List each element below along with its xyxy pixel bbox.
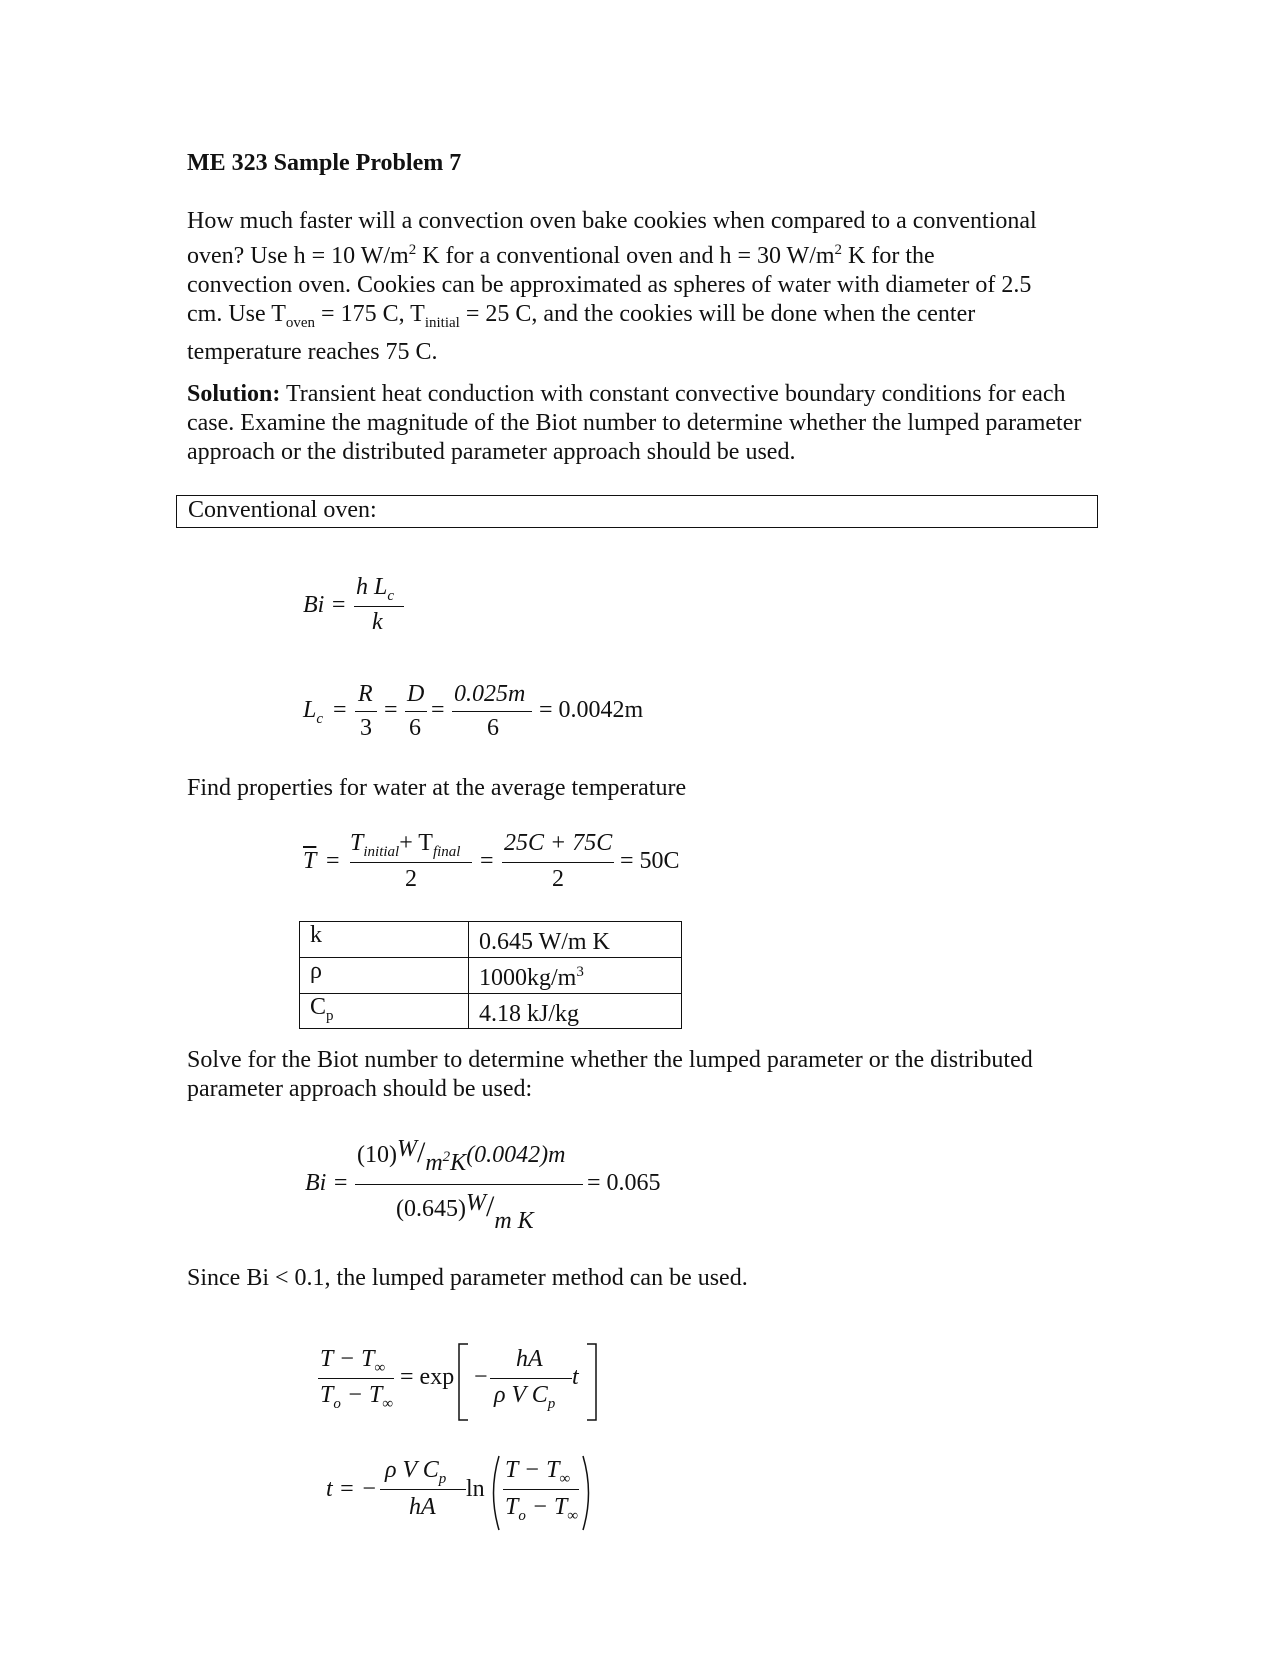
property-name: ρ	[300, 957, 469, 993]
property-name: k	[300, 922, 469, 958]
property-value: 4.18 kJ/kg	[469, 993, 682, 1029]
eq-p-den: $T_o - T_\infty$	[505, 1494, 579, 1524]
eq-equals: =	[333, 697, 347, 723]
eq-denominator: hA	[409, 1494, 436, 1520]
eq-f1-num: R	[358, 681, 373, 707]
eq-f3-den: 6	[487, 715, 499, 741]
left-paren	[486, 1454, 502, 1532]
eq-lhs: $\overline{T}$	[303, 848, 317, 874]
eq-equals: =	[431, 697, 445, 723]
eq-result: = 0.0042m	[539, 697, 644, 723]
table-row	[300, 922, 682, 958]
eq-exp: = exp	[400, 1364, 455, 1390]
section-heading-box	[176, 495, 1098, 528]
fraction-bar	[318, 1378, 394, 1379]
right-paren	[580, 1454, 596, 1532]
fraction-bar	[380, 1489, 466, 1490]
find-properties-text: Find properties for water at the average temperature	[187, 775, 687, 801]
fraction-bar	[502, 862, 614, 863]
eq-denominator: $T_o - T_\infty$	[320, 1382, 394, 1412]
eq-result: = 0.065	[587, 1170, 661, 1196]
property-value: $1000kg/m^3$	[469, 957, 682, 993]
left-bracket	[456, 1342, 472, 1422]
eq-f2-num: 25C + 75C	[504, 830, 613, 856]
fraction-bar	[452, 711, 532, 712]
eq-inner-num: hA	[516, 1346, 543, 1372]
page-title: ME 323 Sample Problem 7	[187, 150, 462, 176]
solution-text: Transient heat conduction with constant convective boundary conditions for each case. Examine the magnitude of the Biot number to determine whether the lumped parameter approach or the distributed parameter approach should be used.	[187, 381, 1082, 465]
eq-p-num: $T - T_\infty$	[505, 1457, 571, 1487]
fraction-bar	[355, 711, 377, 712]
eq-numerator: ρ V $C_p$	[385, 1457, 447, 1487]
problem-line: cm. Use $T_{oven} = 175$ C, $T_{initial} = 25$ C, and the cookies will be done when the center	[187, 301, 976, 331]
eq-denominator: 2	[405, 866, 417, 892]
eq-denominator: k	[372, 609, 383, 635]
fraction-bar	[503, 1489, 579, 1490]
right-bracket	[584, 1342, 600, 1422]
eq-inner-den: ρ V $C_p$	[494, 1382, 556, 1412]
solve-biot-text: Solve for the Biot number to determine whether the lumped parameter or the distributed parameter approach should be used:	[187, 1047, 1033, 1102]
eq-numerator: $T - T_\infty$	[320, 1346, 386, 1376]
eq-lhs: t = −	[326, 1476, 378, 1502]
property-name: $C_p$	[300, 993, 469, 1029]
eq-numerator: $T_{initial}+ T_{final}$	[350, 830, 461, 860]
eq-lhs: Bi =	[305, 1170, 349, 1196]
eq-numerator: $(10)W/m^2K(0.0042)m$	[357, 1136, 566, 1176]
problem-line: How much faster will a convection oven bake cookies when compared to a conventional	[187, 208, 1037, 234]
fraction-bar	[405, 711, 427, 712]
fraction-bar	[354, 606, 404, 607]
problem-line: oven? Use h = 10 $W/m^2$ K for a conventional oven and h = 30 $W/m^2$ K for the	[187, 242, 935, 269]
section-heading: Conventional oven:	[188, 497, 377, 523]
table-row	[300, 957, 682, 993]
fraction-bar	[490, 1378, 572, 1379]
fraction-bar	[355, 1184, 583, 1185]
property-value: 0.645 W/m K	[469, 922, 682, 958]
eq-equals: =	[326, 848, 340, 874]
eq-equals: =	[480, 848, 494, 874]
eq-equals: =	[384, 697, 398, 723]
eq-t: t	[572, 1364, 579, 1390]
eq-ln: ln	[466, 1476, 485, 1502]
eq-f3-num: 0.025m	[454, 681, 526, 707]
eq-denominator: (0.645)W/m K	[396, 1190, 534, 1234]
eq-result: = 50C	[620, 848, 680, 874]
fraction-bar	[350, 862, 472, 863]
eq-f2-den: 2	[552, 866, 564, 892]
eq-f2-num: D	[407, 681, 425, 707]
eq-f2-den: 6	[409, 715, 421, 741]
since-bi-text: Since Bi < 0.1, the lumped parameter method can be used.	[187, 1265, 748, 1291]
problem-statement	[187, 207, 1107, 367]
eq-lhs: $L_c$	[303, 697, 324, 727]
eq-numerator: h $L_c$	[356, 574, 395, 604]
eq-minus: −	[474, 1364, 488, 1390]
table-row	[300, 993, 682, 1029]
eq-lhs: Bi =	[303, 592, 347, 618]
properties-table	[299, 921, 682, 1029]
solution-paragraph	[187, 380, 1107, 467]
eq-f1-den: 3	[360, 715, 372, 741]
problem-line: temperature reaches 75 C.	[187, 338, 438, 365]
problem-line: convection oven. Cookies can be approximated as spheres of water with diameter of 2.5	[187, 272, 1032, 298]
solution-label: Solution:	[187, 381, 281, 407]
